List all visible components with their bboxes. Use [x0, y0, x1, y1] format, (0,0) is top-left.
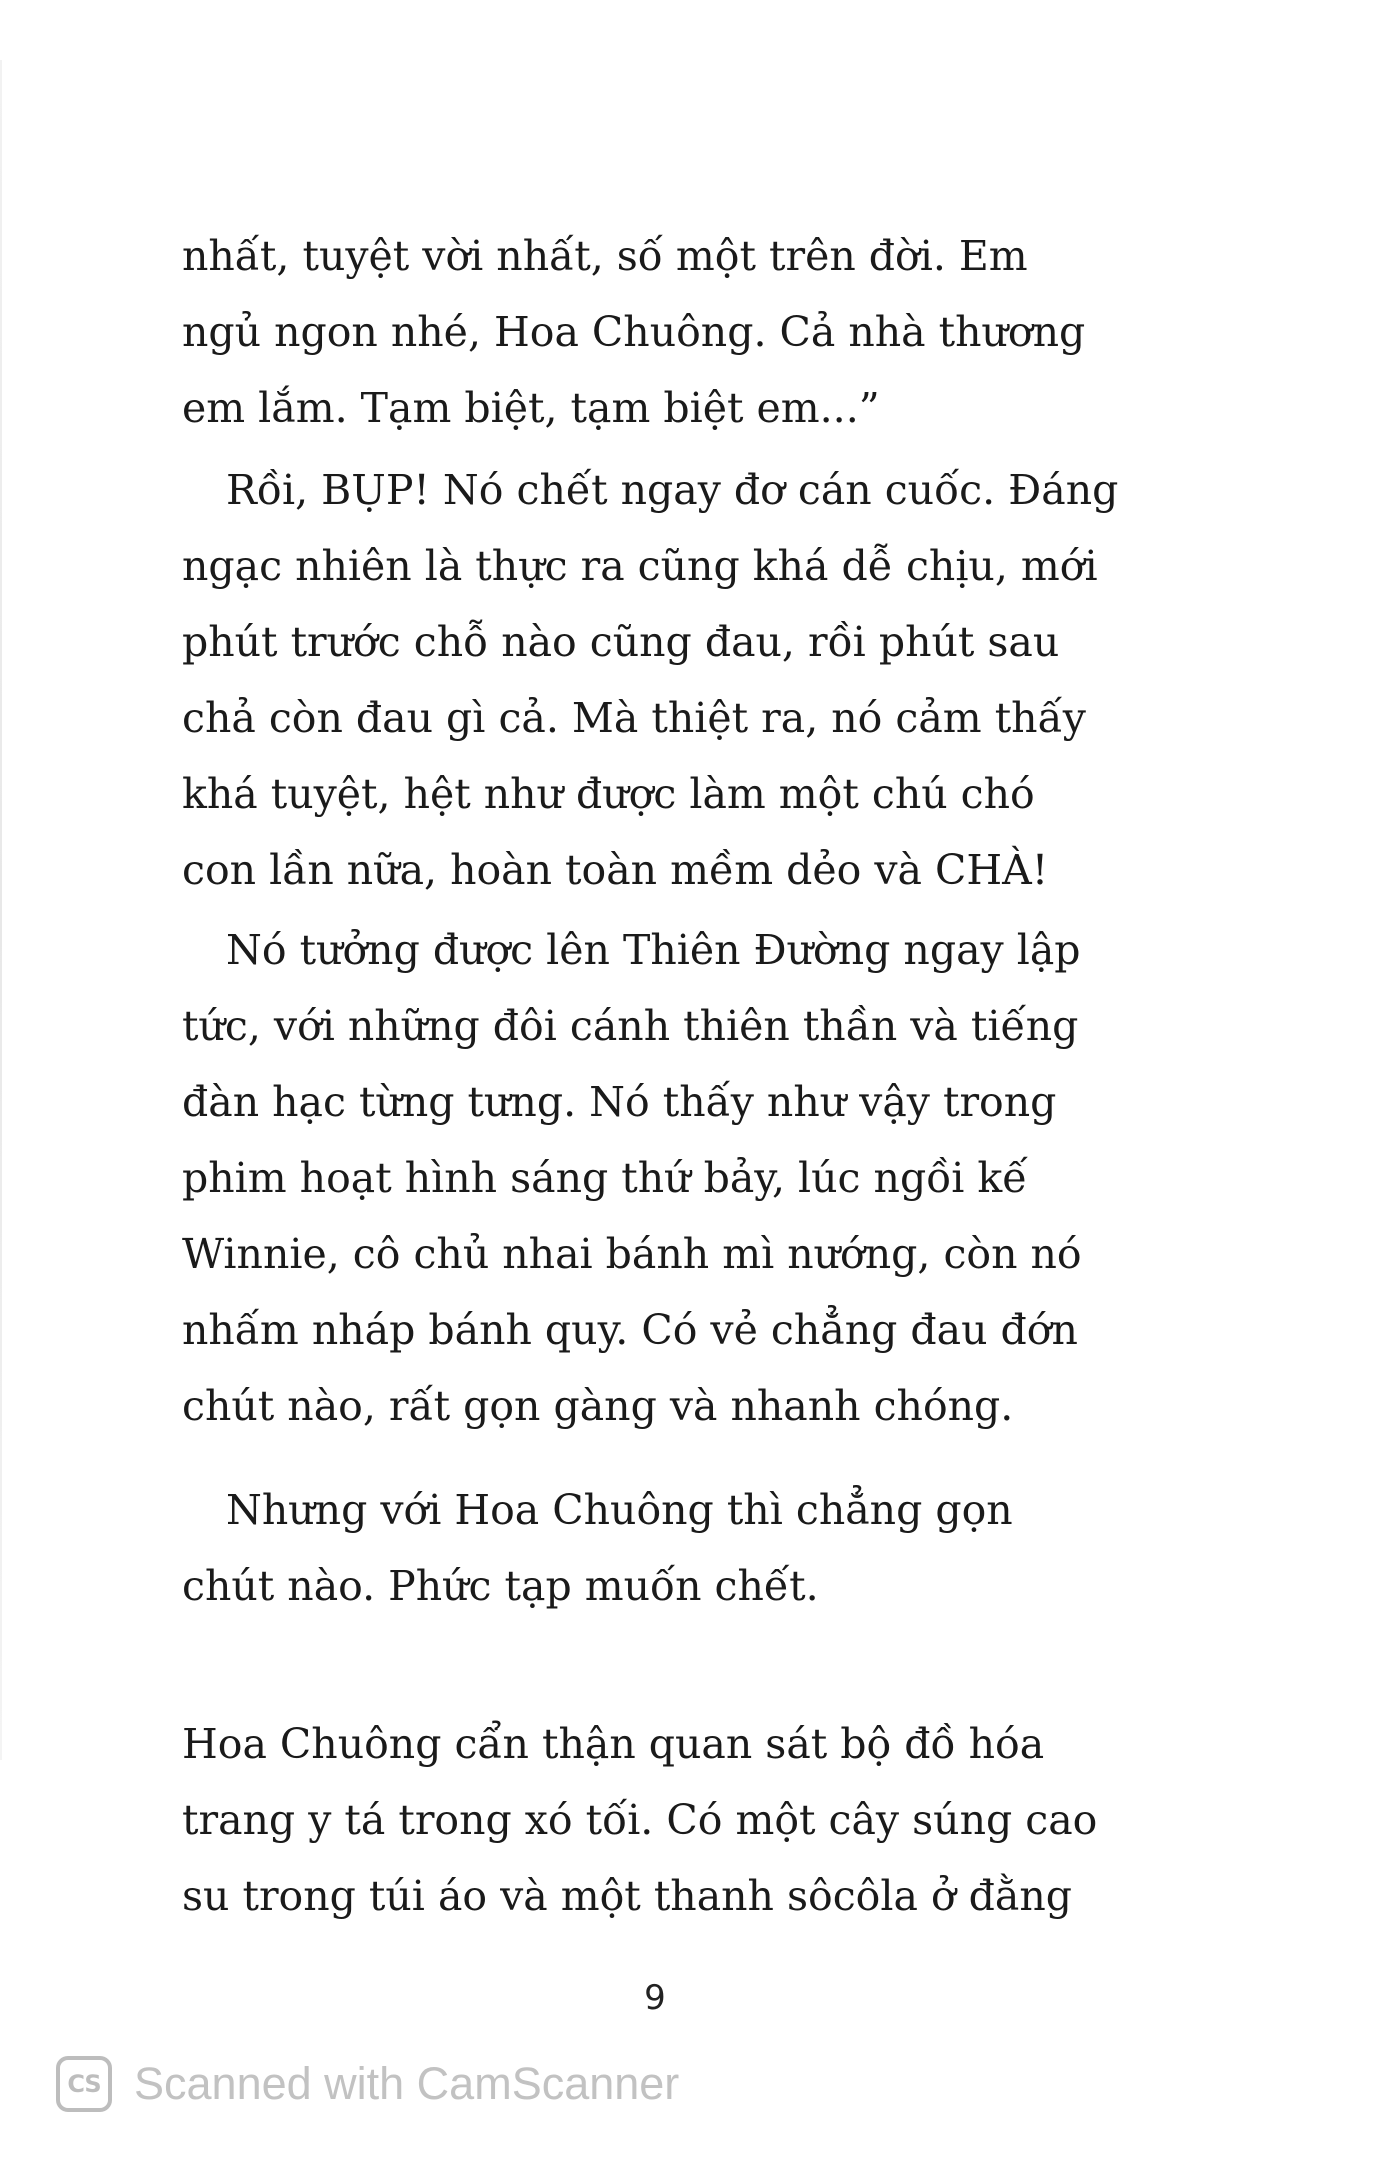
paragraph-5 — [182, 1706, 1142, 1934]
watermark-text: Scanned with CamScanner — [134, 2058, 680, 2109]
paragraph-1 — [182, 218, 1142, 446]
text-line: nhất, tuyệt vời nhất, số một trên đời. Em — [182, 232, 1028, 280]
text-line: chút nào, rất gọn gàng và nhanh chóng. — [182, 1382, 1014, 1430]
text-line: đàn hạc từng tưng. Nó thấy như vậy trong — [182, 1078, 1057, 1126]
text-line: chả còn đau gì cả. Mà thiệt ra, nó cảm thấy — [182, 694, 1086, 742]
page-edge-shadow — [0, 60, 2, 1760]
text-line: Rồi, BỤP! Nó chết ngay đơ cán cuốc. Đáng — [226, 466, 1119, 514]
text-line: ngủ ngon nhé, Hoa Chuông. Cả nhà thương — [182, 308, 1086, 356]
text-line: Winnie, cô chủ nhai bánh mì nướng, còn nó — [182, 1230, 1082, 1278]
text-line: chút nào. Phức tạp muốn chết. — [182, 1562, 819, 1610]
text-line: tức, với những đôi cánh thiên thần và tiếng — [182, 1002, 1079, 1050]
camscanner-logo-icon: CS — [56, 2056, 112, 2112]
paragraph-2 — [182, 452, 1142, 908]
text-line: trang y tá trong xó tối. Có một cây súng cao — [182, 1796, 1098, 1844]
text-line: Hoa Chuông cẩn thận quan sát bộ đồ hóa — [182, 1720, 1045, 1768]
text-line: khá tuyệt, hệt như được làm một chú chó — [182, 770, 1035, 818]
text-line: phút trước chỗ nào cũng đau, rồi phút sau — [182, 618, 1060, 666]
text-line: su trong túi áo và một thanh sôcôla ở đằng — [182, 1872, 1073, 1920]
text-line: Nhưng với Hoa Chuông thì chẳng gọn — [226, 1486, 1013, 1534]
page-number: 9 — [644, 1978, 666, 2018]
text-line: nhấm nháp bánh quy. Có vẻ chẳng đau đớn — [182, 1306, 1078, 1354]
text-line: Nó tưởng được lên Thiên Đường ngay lập — [226, 926, 1081, 974]
paragraph-4 — [182, 1472, 1142, 1624]
text-line: con lần nữa, hoàn toàn mềm dẻo và CHÀ! — [182, 846, 1049, 894]
text-line: phim hoạt hình sáng thứ bảy, lúc ngồi kế — [182, 1154, 1028, 1202]
text-line: ngạc nhiên là thực ra cũng khá dễ chịu, mới — [182, 542, 1098, 590]
camscanner-watermark — [56, 2052, 679, 2116]
paragraph-3 — [182, 912, 1142, 1444]
text-line: em lắm. Tạm biệt, tạm biệt em...” — [182, 384, 880, 432]
